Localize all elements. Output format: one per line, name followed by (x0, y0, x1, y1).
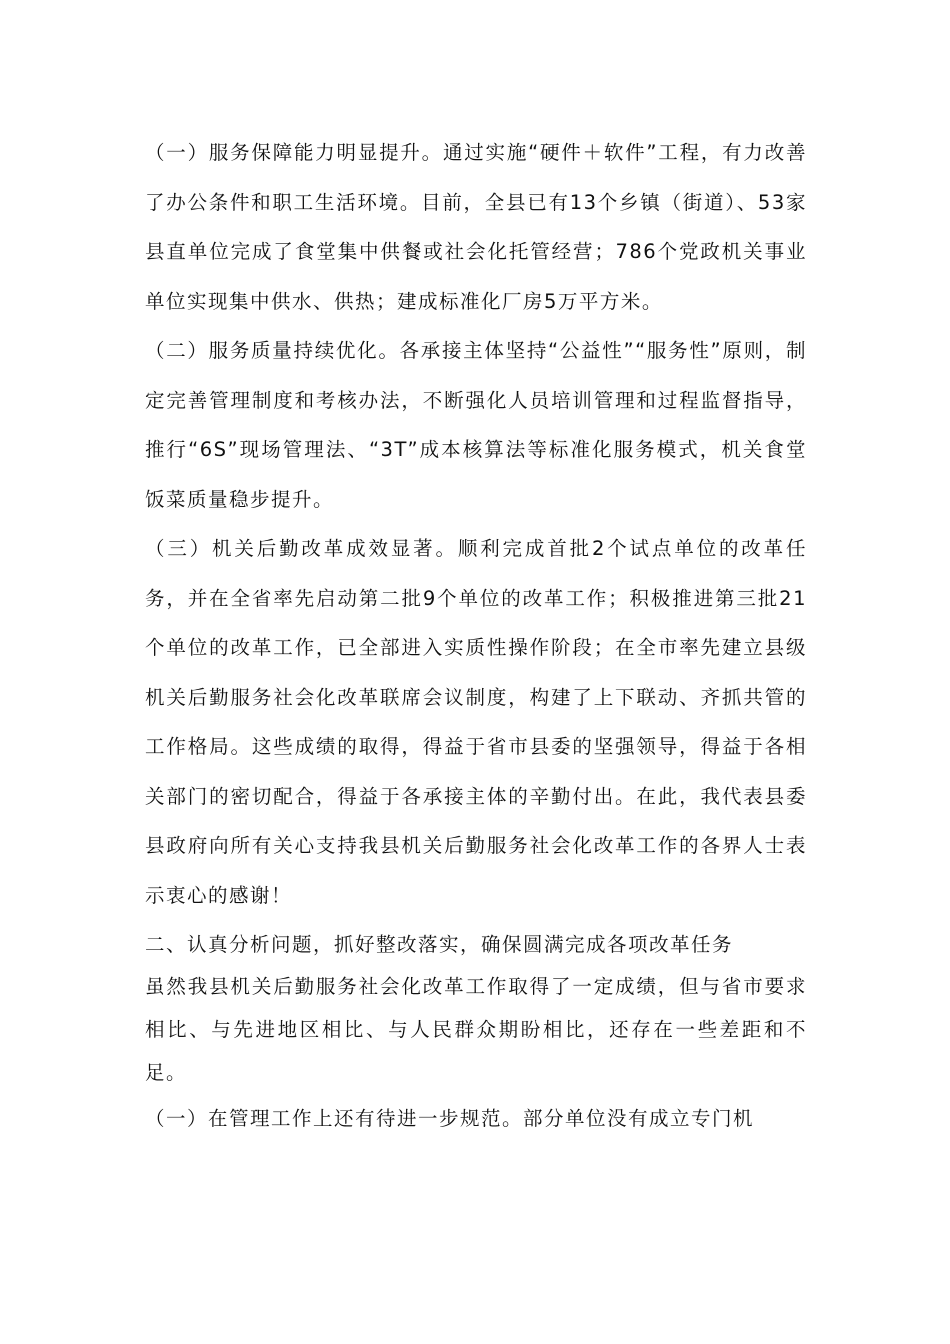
paragraph-gaps: 虽然我县机关后勤服务社会化改革工作取得了一定成绩，但与省市要求相比、与先进地区相比、与人民群众期盼相比，还存在一些差距和不足。 (145, 975, 807, 1084)
paragraph-reform-results: （三）机关后勤改革成效显著。顺利完成首批2个试点单位的改革任务，并在全省率先启动第二批9个单位的改革工作；积极推进第三批21个单位的改革工作，已全部进入实质性操作阶段；在全市率先建立县级机关后勤服务社会化改革联席会议制度，构建了上下联动、齐抓共管的工作格局。这些成绩的取得，得益于省市县委的坚强领导，得益于各相关部门的密切配合，得益于各承接主体的辛勤付出。在此，我代表县委县政府向所有关心支持我县机关后勤服务社会化改革工作的各界人士表示衷心的感谢！ (145, 537, 807, 907)
section-heading-two: 二、认真分析问题，抓好整改落实，确保圆满完成各项改革任务 (145, 933, 734, 956)
paragraph-management-issues: （一）在管理工作上还有待进一步规范。部分单位没有成立专门机 (145, 1107, 755, 1130)
document-body (145, 128, 807, 1144)
paragraph-service-quality: （二）服务质量持续优化。各承接主体坚持“公益性”“服务性”原则，制定完善管理制度和考核办法，不断强化人员培训管理和过程监督指导，推行“6S”现场管理法、“3T”成本核算法等标准化服务模式，机关食堂饭菜质量稳步提升。 (145, 339, 807, 511)
paragraph-service-capacity: （一）服务保障能力明显提升。通过实施“硬件＋软件”工程，有力改善了办公条件和职工生活环境。目前，全县已有13个乡镇（街道）、53家县直单位完成了食堂集中供餐或社会化托管经营；786个党政机关事业单位实现集中供水、供热；建成标准化厂房5万平方米。 (145, 141, 807, 313)
